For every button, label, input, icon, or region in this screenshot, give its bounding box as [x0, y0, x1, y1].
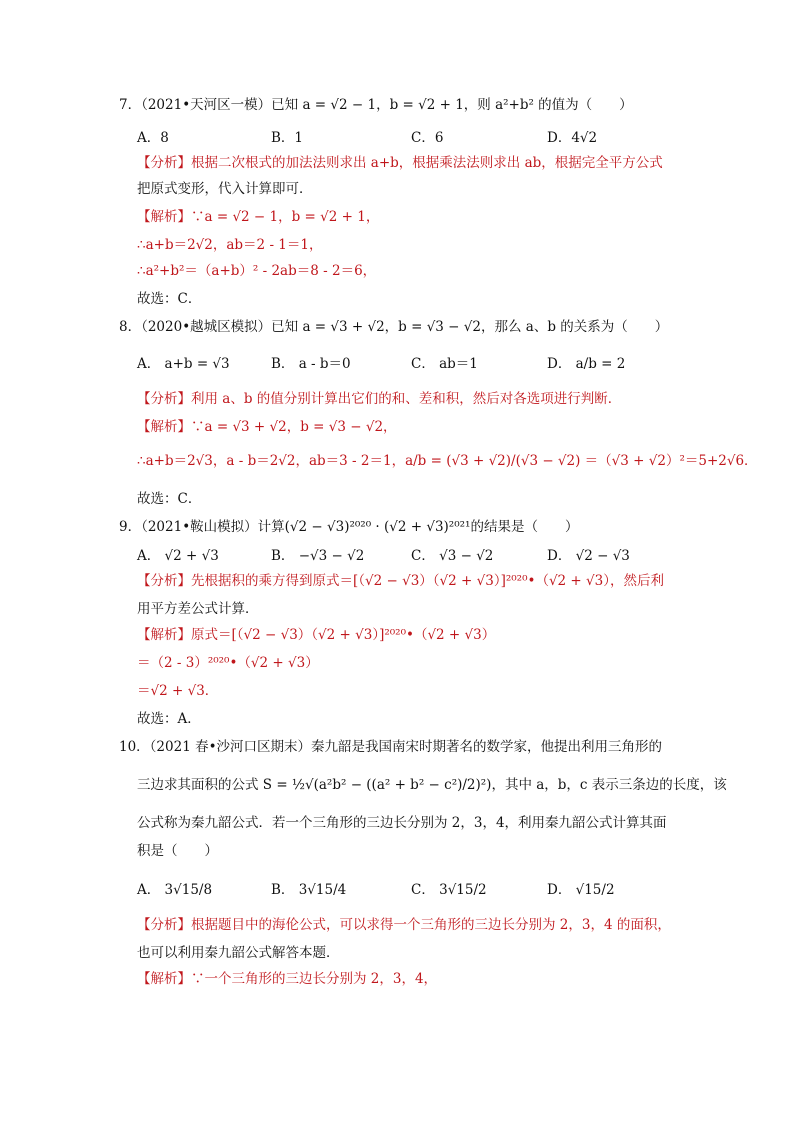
q7-option-b-text: B．1 [271, 130, 304, 146]
q7-solution-line-3 [137, 262, 376, 280]
q10-title-text-1: 10．（2021 春•沙河口区期末）秦九韶是我国南宋时期著名的数学家，他提出利用三角形的 [119, 739, 663, 755]
q8-answer-text: 故选：C． [137, 491, 202, 507]
q8-option-d [547, 352, 625, 372]
q8-analysis-text: 【分析】利用 a、b 的值分别计算出它们的和、差和积，然后对各选项进行判断． [137, 391, 622, 407]
q9-option-b-text: B． −√3 − √2 [271, 548, 365, 564]
q9-title [119, 518, 578, 536]
q8-answer [137, 490, 201, 508]
q9-option-a-text: A． √2 + √3 [137, 548, 219, 564]
q10-analysis-text-1: 【分析】根据题目中的海伦公式，可以求得一个三角形的三边长分别为 2，3，4 的面积， [137, 917, 671, 933]
q10-title-text-4: 积是（ ） [137, 843, 218, 859]
q10-option-d [547, 878, 615, 898]
q8-option-b-text: B． a - b＝0 [271, 356, 351, 372]
q8-title [119, 318, 668, 336]
q7-option-d-text: D．4√2 [547, 130, 598, 146]
q9-solution-line-1 [137, 626, 495, 644]
q7-answer [137, 290, 201, 308]
q7-analysis-text-1: 【分析】根据二次根式的加法法则求出 a+b，根据乘法法则求出 ab，根据完全平方公式 [137, 155, 663, 171]
q7-option-b [271, 126, 303, 146]
q7-option-c-text: C．6 [411, 130, 444, 146]
q10-title-line-2 [137, 776, 727, 794]
q9-analysis-line-2 [137, 600, 259, 618]
q7-option-a [137, 126, 169, 146]
q9-analysis-text-2: 用平方差公式计算． [137, 601, 259, 617]
q9-title-text: 9．（2021•鞍山模拟）计算(√2 − √3)²⁰²⁰ · (√2 + √3)²⁰²¹的结果是（ ） [119, 519, 579, 535]
q9-solution-line-3 [137, 682, 218, 700]
q7-option-a-text: A．8 [137, 130, 169, 146]
q10-option-a-text: A． 3√15/8 [137, 882, 213, 898]
q8-option-a-text: A． a+b = √3 [137, 356, 230, 372]
q10-title-text-3: 公式称为秦九韶公式．若一个三角形的三边长分别为 2，3，4，利用秦九韶公式计算其面 [137, 815, 667, 831]
q9-option-b [271, 544, 364, 564]
q7-solution-line-1 [137, 208, 379, 226]
q7-analysis-line-2 [137, 180, 313, 198]
q10-title-line-3 [137, 814, 667, 832]
q9-analysis-line-1 [137, 572, 664, 590]
q9-analysis-text-1: 【分析】先根据积的乘方得到原式＝[（√2 − √3）（√2 + √3）]²⁰²⁰•（√2 + √3），然后利 [137, 573, 664, 589]
q10-title-line-4 [137, 842, 218, 860]
q7-solution-text-2: ∴a+b＝2√2，ab＝2 - 1＝1， [137, 237, 323, 253]
q9-option-d [547, 544, 630, 564]
q7-option-d [547, 126, 597, 146]
q7-analysis-text-2: 把原式变形，代入计算即可． [137, 181, 313, 197]
q9-solution-text-3: ＝√2 + √3． [137, 683, 219, 699]
q8-option-c-text: C． ab＝1 [411, 356, 478, 372]
q10-solution-text-1: 【解析】∵一个三角形的三边长分别为 2，3，4， [137, 971, 438, 987]
q9-option-c [411, 544, 493, 564]
q8-solution-line-1 [137, 418, 397, 436]
q10-option-c-text: C． 3√15/2 [411, 882, 487, 898]
q9-solution-text-1: 【解析】原式＝[（√2 − √3）（√2 + √3）]²⁰²⁰•（√2 + √3） [137, 627, 496, 643]
q10-option-c [411, 878, 487, 898]
q7-answer-text: 故选：C． [137, 291, 202, 307]
q9-option-a [137, 544, 219, 564]
q7-option-c [411, 126, 443, 146]
q10-title-line-1 [119, 738, 662, 756]
q8-analysis [137, 390, 621, 408]
q8-solution-line-2 [137, 452, 758, 470]
q7-solution-text-1: 【解析】∵a = √2 − 1，b = √2 + 1， [137, 209, 380, 225]
q9-solution-line-2 [137, 654, 319, 672]
q10-title-text-2: 三边求其面积的公式 S = ½√(a²b² − ((a² + b² − c²)/2)²)，其中 a，b，c 表示三条边的长度，该 [137, 777, 727, 793]
q10-option-d-text: D． √15/2 [547, 882, 615, 898]
q7-analysis-line-1 [137, 154, 663, 172]
q10-analysis-line-1 [137, 916, 671, 934]
q9-answer-text: 故选：A． [137, 711, 201, 727]
q7-title [119, 96, 633, 114]
q9-answer [137, 710, 201, 728]
q8-option-c [411, 352, 478, 372]
q7-solution-line-2 [137, 236, 322, 254]
q9-option-d-text: D． √2 − √3 [547, 548, 630, 564]
q8-solution-text-1: 【解析】∵a = √3 + √2，b = √3 − √2， [137, 419, 397, 435]
q7-title-text: 7．（2021•天河区一模）已知 a = √2 − 1，b = √2 + 1，则 a²+b² 的值为（ ） [119, 97, 633, 113]
q10-analysis-text-2: 也可以利用秦九韶公式解答本题． [137, 945, 340, 961]
q9-solution-text-2: ＝（2 - 3）²⁰²⁰•（√2 + √3） [137, 655, 319, 671]
q8-solution-text-2: ∴a+b＝2√3，a - b＝2√2，ab＝3 - 2＝1，a/b = (√3 + √2)/(√3 − √2) ＝（√3 + √2）²＝5+2√6． [137, 453, 758, 469]
q8-option-d-text: D． a/b = 2 [547, 356, 626, 372]
q10-option-b [271, 878, 346, 898]
q10-solution-line-1 [137, 970, 437, 988]
q10-option-a [137, 878, 212, 898]
q7-solution-text-3: ∴a²+b²＝（a+b）² - 2ab＝8 - 2＝6， [137, 263, 377, 279]
q10-option-b-text: B． 3√15/4 [271, 882, 347, 898]
q9-option-c-text: C． √3 − √2 [411, 548, 494, 564]
q8-option-a [137, 352, 230, 372]
q8-title-text: 8．（2020•越城区模拟）已知 a = √3 + √2，b = √3 − √2，那么 a、b 的关系为（ ） [119, 319, 669, 335]
q10-analysis-line-2 [137, 944, 340, 962]
q8-option-b [271, 352, 351, 372]
